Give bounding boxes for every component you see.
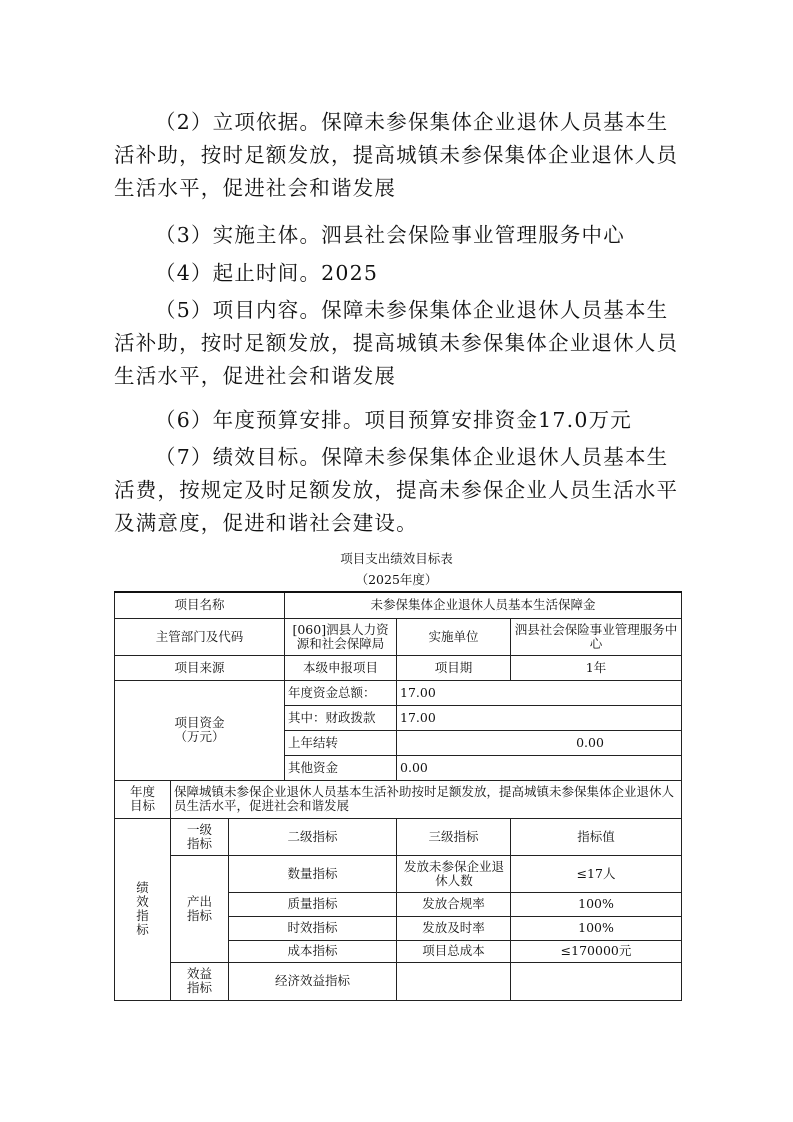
table-subtitle: （2025年度） — [355, 572, 438, 587]
header-level2: 二级指标 — [229, 818, 397, 855]
project-name-label: 项目名称 — [115, 592, 285, 618]
period-value: 1年 — [511, 655, 682, 680]
output-row-value: ≤170000元 — [511, 940, 682, 962]
funds-carryover-value: 0.00 — [397, 730, 682, 755]
benefit-row-level2: 经济效益指标 — [229, 962, 397, 1000]
header-level1-text: 一级指标 — [186, 821, 212, 851]
output-row-value: 100% — [511, 916, 682, 940]
funds-fiscal-label: 其中：财政拨款 — [285, 705, 397, 730]
output-row-level2: 成本指标 — [229, 940, 397, 962]
output-row-level2: 时效指标 — [229, 916, 397, 940]
output-row-level2: 质量指标 — [229, 892, 397, 916]
dept-label: 主管部门及代码 — [115, 618, 285, 655]
source-value: 本级申报项目 — [285, 655, 397, 680]
funds-other-label: 其他资金 — [285, 755, 397, 780]
header-level1 — [171, 818, 229, 855]
benefit-row-value — [511, 962, 682, 1000]
paragraph-period: （4）起止时间。2025 — [155, 261, 379, 285]
output-row-value: ≤17人 — [511, 855, 682, 892]
paragraph-basis: （2）立项依据。保障未参保集体企业退休人员基本生活补助，按时足额发放，提高城镇未参保集体企业退休人员生活水平，促进社会和谐发展 — [114, 110, 679, 200]
output-label-text: 产出指标 — [186, 893, 212, 923]
funds-total-label: 年度资金总额： — [285, 680, 397, 705]
output-row-level3: 发放合规率 — [397, 892, 511, 916]
annual-target-label — [115, 780, 171, 818]
table-title: 项目支出绩效目标表 — [340, 551, 453, 566]
benefit-row-level3 — [397, 962, 511, 1000]
funds-other-value: 0.00 — [397, 755, 682, 780]
dept-value: [060]泗县人力资源和社会保障局 — [285, 618, 397, 655]
output-row-level3: 发放及时率 — [397, 916, 511, 940]
perf-label-text: 绩效指标 — [136, 880, 149, 937]
funds-carryover-label: 上年结转 — [285, 730, 397, 755]
performance-target-table — [114, 591, 682, 1001]
impl-value: 泗县社会保险事业管理服务中心 — [511, 618, 682, 655]
output-row-value: 100% — [511, 892, 682, 916]
header-level3: 三级指标 — [397, 818, 511, 855]
project-name-value: 未参保集体企业退休人员基本生活保障金 — [285, 592, 682, 618]
output-row-level3 — [397, 855, 511, 892]
funds-fiscal-value: 17.00 — [397, 705, 682, 730]
annual-target-value: 保障城镇未参保企业退休人员基本生活补助按时足额发放，提高城镇未参保集体企业退休人员生活水平，促进社会和谐发展 — [171, 780, 682, 818]
benefit-label-text: 效益指标 — [186, 966, 212, 995]
paragraph-target: （7）绩效目标。保障未参保集体企业退休人员基本生活费，按规定及时足额发放，提高未参保企业人员生活水平及满意度，促进和谐社会建设。 — [114, 445, 679, 535]
funds-label — [115, 680, 285, 780]
perf-label — [115, 818, 171, 1000]
funds-total-value: 17.00 — [397, 680, 682, 705]
paragraph-implementer: （3）实施主体。泗县社会保险事业管理服务中心 — [155, 223, 625, 247]
impl-label: 实施单位 — [397, 618, 511, 655]
paragraph-content: （5）项目内容。保障未参保集体企业退休人员基本生活补助，按时足额发放，提高城镇未参保集体企业退休人员生活水平，促进社会和谐发展 — [114, 298, 679, 388]
header-value: 指标值 — [511, 818, 682, 855]
funds-label-text: 项目资金（万元） — [174, 715, 225, 744]
paragraph-budget: （6）年度预算安排。项目预算安排资金17.0万元 — [155, 408, 632, 432]
output-row-level3: 项目总成本 — [397, 940, 511, 962]
period-label: 项目期 — [397, 655, 511, 680]
source-label: 项目来源 — [115, 655, 285, 680]
annual-target-label-text: 年度目标 — [129, 784, 155, 813]
output-label — [171, 855, 229, 962]
output-row-level2: 数量指标 — [229, 855, 397, 892]
output-row-level3-text: 发放未参保企业退休人数 — [404, 858, 505, 888]
benefit-label — [171, 962, 229, 1000]
